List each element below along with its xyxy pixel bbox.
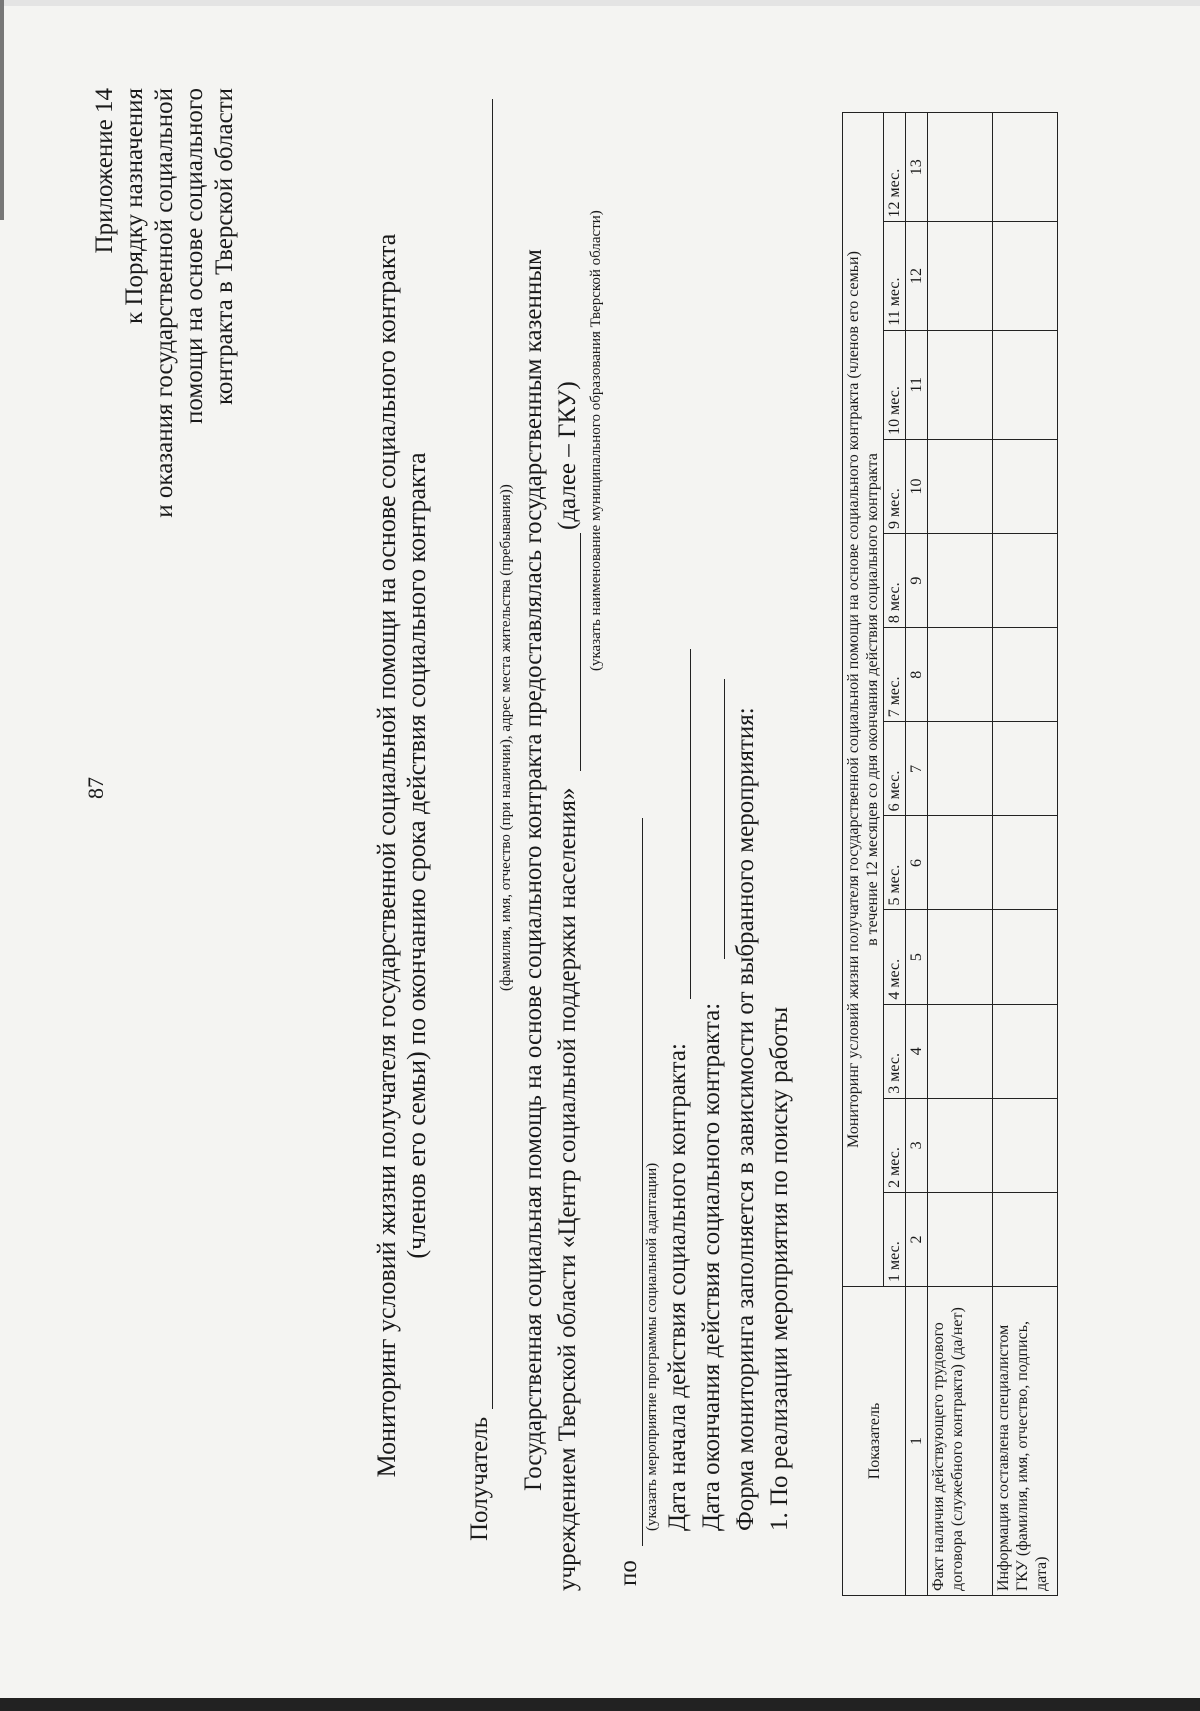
table-cell[interactable]	[993, 628, 1058, 722]
table-cell[interactable]	[928, 1004, 993, 1098]
month-header: 9 мес.	[884, 439, 906, 533]
table-cell[interactable]	[928, 330, 993, 439]
appendix-line: и оказания государственной социальной	[151, 88, 178, 518]
column-number: 10	[906, 439, 928, 533]
recipient-hint: (фамилия, имя, отчество (при наличии), адрес места жительства (пребывания))	[498, 484, 514, 991]
column-number: 5	[906, 910, 928, 1004]
table-cell[interactable]	[993, 1192, 1058, 1286]
start-date-label: Дата начала действия социального контракта:	[664, 1043, 691, 1531]
document-subtitle: (членов его семьи) по окончанию срока действия социального контракта	[402, 452, 431, 1259]
municipality-line	[580, 533, 581, 771]
table-cell[interactable]	[928, 1098, 993, 1192]
table-cell[interactable]	[993, 222, 1058, 330]
table-cell[interactable]	[993, 1004, 1058, 1098]
month-header: 8 мес.	[884, 534, 906, 628]
column-number: 13	[906, 113, 928, 222]
column-number: 11	[906, 330, 928, 439]
table-cell[interactable]	[928, 534, 993, 628]
table-cell[interactable]	[928, 722, 993, 816]
table-cell[interactable]	[928, 1192, 993, 1286]
table-cell[interactable]	[928, 816, 993, 910]
column-number: 4	[906, 1004, 928, 1098]
column-number: 7	[906, 722, 928, 816]
period-header-line-2: в течение 12 месяцев со дня окончания действия социального контракта	[864, 453, 881, 946]
start-date-line	[690, 649, 691, 999]
end-date-label: Дата окончания действия социального контракта:	[698, 1002, 725, 1531]
table-cell[interactable]	[928, 439, 993, 533]
month-header: 1 мес.	[884, 1192, 906, 1286]
provider-line-2: учреждением Тверской области «Центр социальной поддержки населения»	[554, 787, 581, 1591]
month-header: 12 мес.	[884, 113, 906, 222]
table-cell[interactable]	[993, 722, 1058, 816]
column-number: 6	[906, 816, 928, 910]
row-label-employment-contract: Факт наличия действующего трудового договора (служебного контракта) (да/нет)	[928, 1287, 993, 1596]
po-hint: (указать мероприятие программы социальной адаптации)	[644, 1162, 660, 1531]
table-cell[interactable]	[928, 222, 993, 330]
month-header: 4 мес.	[884, 910, 906, 1004]
recipient-line	[492, 99, 493, 1409]
month-header: 6 мес.	[884, 722, 906, 816]
table-cell[interactable]	[993, 910, 1058, 1004]
document-title: Мониторинг условий жизни получателя государственной социальной помощи на основе социального контракта	[372, 233, 401, 1478]
appendix-line: контракта в Тверской области	[211, 88, 238, 405]
municipality-hint: (указать наименование муниципального образования Тверской области)	[588, 210, 604, 671]
column-number: 9	[906, 534, 928, 628]
column-number: 2	[906, 1192, 928, 1286]
table-cell[interactable]	[993, 113, 1058, 222]
column-number: 1	[906, 1287, 928, 1596]
table-row	[928, 113, 993, 1596]
end-date-line	[724, 679, 725, 959]
page-number: 87	[83, 777, 108, 799]
table-cell[interactable]	[993, 1098, 1058, 1192]
table-cell[interactable]	[993, 816, 1058, 910]
appendix-line: помощи на основе социального	[181, 88, 208, 424]
po-line	[642, 818, 643, 1546]
column-number: 3	[906, 1098, 928, 1192]
section-1-heading: 1. По реализации мероприятия по поиску работы	[766, 1006, 793, 1531]
column-number: 12	[906, 222, 928, 330]
provider-line-1: Государственная социальная помощь на основе социального контракта предоставлялась государственным казенным	[520, 249, 547, 1491]
appendix-block	[90, 88, 240, 518]
form-note: Форма мониторинга заполняется в зависимости от выбранного мероприятия:	[732, 707, 759, 1531]
table-row	[993, 113, 1058, 1596]
month-header: 11 мес.	[884, 222, 906, 330]
month-header: 5 мес.	[884, 816, 906, 910]
month-header: 2 мес.	[884, 1098, 906, 1192]
column-number: 8	[906, 628, 928, 722]
month-header: 7 мес.	[884, 628, 906, 722]
table-cell[interactable]	[993, 439, 1058, 533]
month-header: 3 мес.	[884, 1004, 906, 1098]
table-cell[interactable]	[993, 534, 1058, 628]
indicator-header: Показатель	[843, 1287, 906, 1596]
recipient-label: Получатель	[466, 1416, 493, 1541]
monitoring-table	[842, 112, 1058, 1596]
po-label: по	[615, 1560, 642, 1586]
table-cell[interactable]	[928, 113, 993, 222]
provider-abbrev: (далее – ГКУ)	[554, 381, 581, 530]
table-cell[interactable]	[993, 330, 1058, 439]
table-cell[interactable]	[928, 628, 993, 722]
period-header-line-1: Мониторинг условий жизни получателя государственной социальной помощи на основе социального контракта (членов его семьи)	[845, 251, 862, 1148]
row-label-specialist-info: Информация составлена специалистом ГКУ (фамилия, имя, отчество, подпись, дата)	[993, 1287, 1058, 1596]
month-header: 10 мес.	[884, 330, 906, 439]
appendix-line: Приложение 14	[91, 88, 118, 254]
monitoring-period-header	[843, 113, 884, 1287]
appendix-line: к Порядку назначения	[121, 88, 148, 324]
table-cell[interactable]	[928, 910, 993, 1004]
